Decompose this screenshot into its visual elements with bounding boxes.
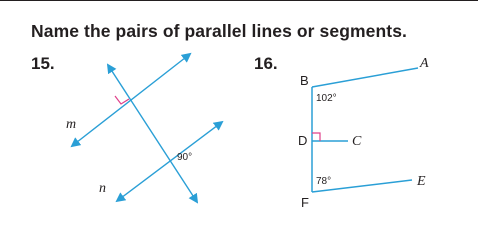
angle-label-90: 90° <box>177 152 193 163</box>
problem-16-figure <box>298 56 429 210</box>
angle-label-102: 102° <box>316 93 337 104</box>
line-n <box>117 122 222 201</box>
point-b: B <box>300 73 309 88</box>
transversal <box>108 65 197 202</box>
point-a: A <box>420 56 429 71</box>
point-c: C <box>352 134 362 149</box>
line-label-m: m <box>66 117 77 132</box>
right-angle-mark-d <box>312 133 320 141</box>
segment-ba <box>312 68 418 87</box>
problem-15-figure <box>66 54 222 202</box>
angle-label-78: 78° <box>316 176 332 187</box>
exercise-heading: Name the pairs of parallel lines or segments. <box>31 21 408 41</box>
point-d: D <box>298 133 308 148</box>
point-f: F <box>301 195 309 210</box>
point-e: E <box>417 174 426 189</box>
problem-16-number: 16. <box>254 54 278 73</box>
problem-15-number: 15. <box>31 54 55 73</box>
line-label-n: n <box>99 181 106 196</box>
